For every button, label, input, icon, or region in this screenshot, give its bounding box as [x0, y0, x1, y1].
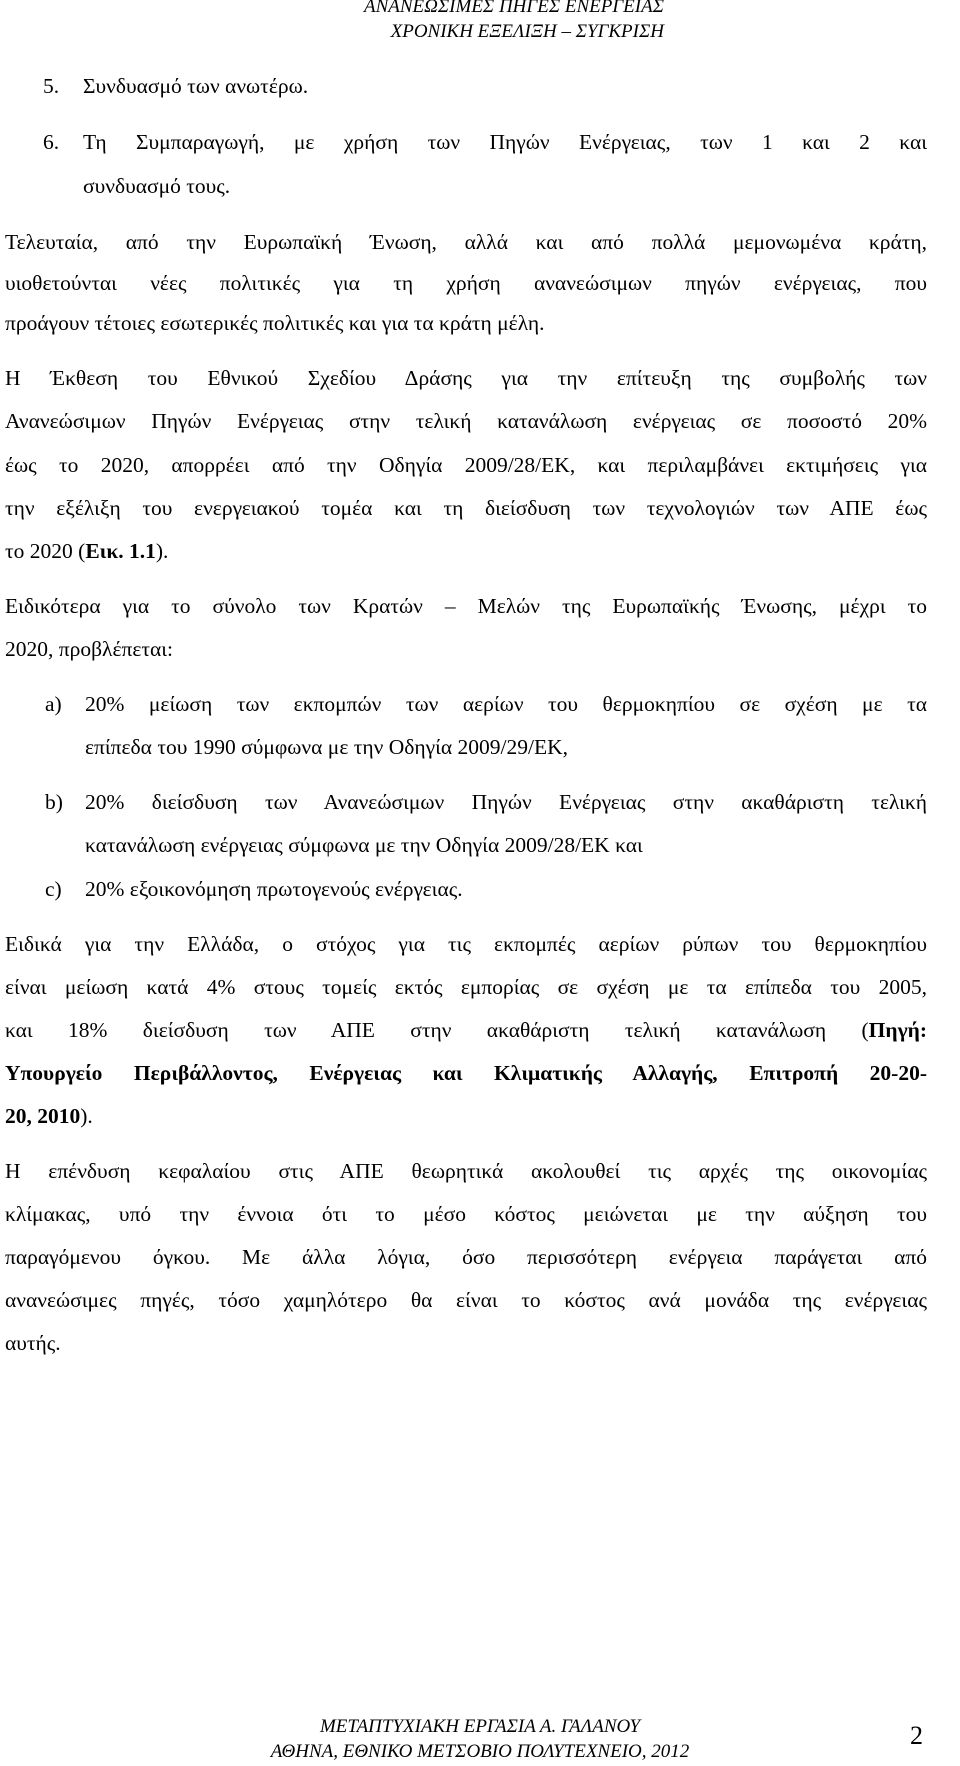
- paragraph-line: προάγουν τέτοιες εσωτερικές πολιτικές και για τα κράτη μέλη.: [5, 311, 545, 335]
- text-run: και 18% διείσδυση των ΑΠΕ στην ακαθάριστη τελική κατανάλωση (: [5, 1018, 869, 1042]
- source-citation: 20, 2010: [5, 1104, 81, 1128]
- paragraph-line: [5, 1014, 927, 1047]
- running-footer-institution: ΑΘΗΝΑ, ΕΘΝΙΚΟ ΜΕΤΣΟΒΙΟ ΠΟΛΥΤΕΧΝΕΙΟ, 2012: [270, 1741, 690, 1762]
- paragraph-line: Τελευταία, από την Ευρωπαϊκή Ένωση, αλλά και από πολλά μεμονωμένα κράτη,: [5, 230, 927, 254]
- paragraph-line: έως το 2020, απορρέει από την Οδηγία 2009/28/ΕΚ, και περιλαμβάνει εκτιμήσεις για: [5, 453, 927, 477]
- list-text-line: κατανάλωση ενέργειας σύμφωνα με την Οδηγία 2009/28/ΕΚ και: [85, 833, 643, 857]
- paragraph-line: Ανανεώσιμων Πηγών Ενέργειας στην τελική κατανάλωση ενέργειας σε ποσοστό 20%: [5, 409, 927, 433]
- source-citation: Πηγή:: [868, 1018, 927, 1042]
- text-run: ).: [80, 1104, 93, 1128]
- list-text-line: Τη Συμπαραγωγή, με χρήση των Πηγών Ενέργειας, των 1 και 2 και: [83, 130, 927, 154]
- list-text-line: 20% διείσδυση των Ανανεώσιμων Πηγών Ενέργειας στην ακαθάριστη τελική: [85, 790, 927, 814]
- list-letter: b): [45, 790, 63, 814]
- list-letter: a): [45, 692, 62, 716]
- paragraph-line: Η Έκθεση του Εθνικού Σχεδίου Δράσης για την επίτευξη της συμβολής των: [5, 366, 927, 390]
- paragraph-line: παραγόμενου όγκου. Με άλλα λόγια, όσο περισσότερη ενέργεια παράγεται από: [5, 1245, 927, 1269]
- paragraph-line: [5, 1057, 927, 1090]
- running-header-title: ΑΝΑΝΕΩΣΙΜΕΣ ΠΗΓΕΣ ΕΝΕΡΓΕΙΑΣ: [363, 0, 664, 17]
- list-text-line: συνδυασμό τους.: [83, 174, 231, 198]
- list-number: 6.: [43, 130, 60, 154]
- list-number: 5.: [43, 74, 60, 98]
- list-text-line: επίπεδα του 1990 σύμφωνα με την Οδηγία 2009/29/ΕΚ,: [85, 735, 569, 759]
- paragraph-line: την εξέλιξη του ενεργειακού τομέα και τη διείσδυση των τεχνολογιών των ΑΠΕ έως: [5, 496, 927, 520]
- paragraph-line: υιοθετούνται νέες πολιτικές για τη χρήση ανανεώσιμων πηγών ενέργειας, που: [5, 271, 927, 295]
- list-text-line: 20% μείωση των εκπομπών των αερίων του θερμοκηπίου σε σχέση με τα: [85, 692, 927, 716]
- figure-reference: Εικ. 1.1: [85, 539, 156, 563]
- text-run: το 2020 (: [5, 539, 86, 563]
- source-citation: Υπουργείο Περιβάλλοντος, Ενέργειας και Κλιματικής Αλλαγής, Επιτροπή 20-20-: [5, 1061, 927, 1085]
- paragraph-line: κλίμακας, υπό την έννοια ότι το μέσο κόστος μειώνεται με την αύξηση του: [5, 1202, 927, 1226]
- running-footer-author: ΜΕΤΑΠΤΥΧΙΑΚΗ ΕΡΓΑΣΙΑ Α. ΓΑΛΑΝΟΥ: [319, 1716, 641, 1737]
- paragraph-line: είναι μείωση κατά 4% στους τομείς εκτός εμπορίας σε σχέση με τα επίπεδα του 2005,: [5, 975, 927, 999]
- paragraph-line: Ειδικότερα για το σύνολο των Κρατών – Μελών της Ευρωπαϊκής Ένωσης, μέχρι το: [5, 594, 927, 618]
- paragraph-line: ανανεώσιμες πηγές, τόσο χαμηλότερο θα είναι το κόστος ανά μονάδα της ενέργειας: [5, 1288, 927, 1312]
- paragraph-line: [5, 535, 927, 568]
- paragraph-line: Ειδικά για την Ελλάδα, ο στόχος για τις εκπομπές αερίων ρύπων του θερμοκηπίου: [5, 932, 927, 956]
- page-number: 2: [910, 1721, 923, 1750]
- paragraph-line: Η επένδυση κεφαλαίου στις ΑΠΕ θεωρητικά ακολουθεί τις αρχές της οικονομίας: [5, 1159, 927, 1183]
- paragraph-line: 2020, προβλέπεται:: [5, 637, 174, 661]
- list-text-line: Συνδυασμό των ανωτέρω.: [83, 74, 309, 98]
- paragraph-line: αυτής.: [5, 1331, 61, 1355]
- list-letter: c): [45, 877, 62, 901]
- text-run: ).: [155, 539, 169, 563]
- running-header-subtitle: ΧΡΟΝΙΚΗ ΕΞΕΛΙΞΗ – ΣΥΓΚΡΙΣΗ: [390, 21, 664, 42]
- paragraph-line: [5, 1100, 927, 1133]
- list-text-line: 20% εξοικονόμηση πρωτογενούς ενέργειας.: [85, 877, 463, 901]
